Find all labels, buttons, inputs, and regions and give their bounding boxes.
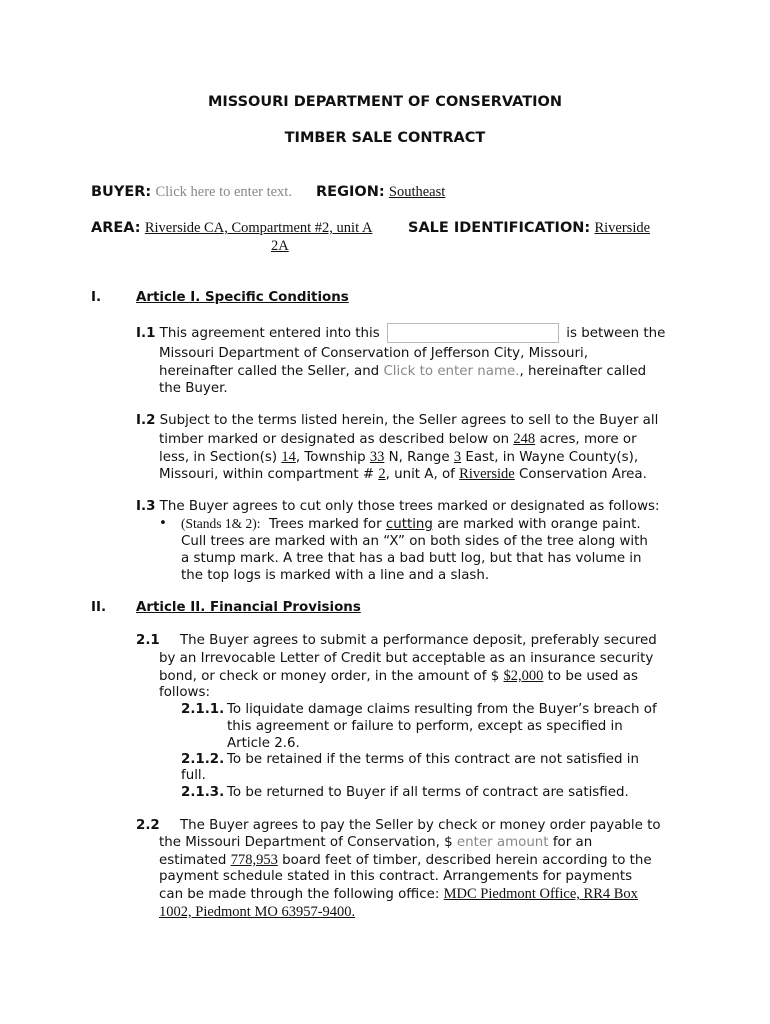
text: hereinafter called the Seller, and (159, 364, 380, 379)
text: Subject to the terms listed herein, the Seller agrees to sell to the Buyer all (159, 413, 659, 428)
range-value: 3 (453, 449, 462, 465)
acres-value: 248 (513, 431, 536, 447)
section-value: 14 (281, 449, 296, 465)
area-row (91, 220, 372, 237)
text: Conservation Area. (519, 467, 647, 482)
compartment-value: 2 (378, 466, 386, 482)
text: The Buyer agrees to submit a performance deposit, preferably secured (180, 633, 657, 648)
document-subtitle: TIMBER SALE CONTRACT (284, 130, 486, 146)
region-label: REGION: (316, 184, 385, 200)
region-value: Southeast (388, 184, 446, 200)
board-feet-value: 778,953 (230, 852, 278, 868)
text: less, in Section(s) (159, 450, 278, 465)
subsection-2-1-3-line1: To be returned to Buyer if all terms of contract are satisfied. (227, 785, 629, 800)
text: are marked with orange paint. (437, 517, 641, 532)
subsection-2-1-2-line2: full. (181, 768, 206, 783)
text: , hereinafter called (519, 364, 647, 379)
section-number: I.2 (136, 413, 156, 428)
section-1-1-line2: Missouri Department of Conservation of Jefferson City, Missouri, (159, 346, 589, 361)
text: Missouri, within compartment # (159, 467, 375, 482)
buyer-name-input[interactable]: Click to enter name. (383, 364, 520, 379)
bullet-line1 (181, 516, 641, 532)
township-value: 33 (369, 449, 385, 465)
text: the Missouri Department of Conservation, $ (159, 835, 453, 850)
subsection-2-1-1-line2: this agreement or failure to perform, except as specified in (227, 719, 623, 734)
text: acres, more or (539, 432, 637, 447)
subsection-2-1-1-number: 2.1.1. (181, 702, 225, 717)
section-2-1-line1 (136, 633, 657, 648)
text: The Buyer agrees to pay the Seller by check or money order payable to (180, 818, 661, 833)
article-1-heading: Article I. Specific Conditions (136, 290, 349, 305)
bullet-line3: a stump mark. A tree that has a bad butt log, but that has volume in (181, 551, 642, 566)
article-1-numeral: I. (91, 290, 102, 305)
payment-amount-input[interactable]: enter amount (456, 835, 549, 850)
buyer-input[interactable]: Click here to enter text. (155, 184, 292, 200)
text: bond, or check or money order, in the amount of $ (159, 669, 500, 684)
subsection-2-1-3-number: 2.1.3. (181, 785, 225, 800)
text: to be used as (547, 669, 638, 684)
section-1-2-line3 (159, 449, 638, 466)
article-2-heading: Article II. Financial Provisions (136, 600, 361, 615)
section-number: I.3 (136, 499, 156, 514)
section-2-2-line5 (159, 886, 638, 903)
section-1-2-line2 (159, 431, 637, 448)
section-2-2-line3 (159, 852, 652, 869)
section-1-2-line1 (136, 413, 658, 428)
section-1-1-line3 (159, 364, 646, 379)
text: for an (552, 835, 593, 850)
section-number: 2.2 (136, 818, 160, 833)
region-row (316, 184, 445, 201)
bullet-line4: the top logs is marked with a line and a slash. (181, 568, 490, 583)
area-label: AREA: (91, 220, 141, 236)
buyer-row (91, 184, 292, 201)
text: , unit A, of (385, 467, 455, 482)
section-number: 2.1 (136, 633, 160, 648)
sale-id-label: SALE IDENTIFICATION: (408, 220, 591, 236)
section-1-1-line4: the Buyer. (159, 381, 228, 396)
article-2-numeral: II. (91, 600, 107, 615)
section-1-1-line1 (136, 323, 665, 343)
section-1-3-line1 (136, 499, 660, 514)
buyer-label: BUYER: (91, 184, 152, 200)
date-input[interactable] (387, 323, 559, 343)
sale-id-row (408, 220, 650, 237)
subsection-2-1-1-line3: Article 2.6. (227, 736, 300, 751)
stands-text: (Stands 1& 2): (181, 516, 261, 531)
section-2-2-line1 (136, 818, 661, 833)
bullet-line2: Cull trees are marked with an “X” on both sides of the tree along with (181, 534, 648, 549)
document-title: MISSOURI DEPARTMENT OF CONSERVATION (207, 94, 563, 110)
text: The Buyer agrees to cut only those trees marked or designated as follows: (159, 499, 660, 514)
subsection-2-1-2-line1: To be retained if the terms of this contract are not satisfied in (227, 752, 640, 767)
area-name-value: Riverside (459, 466, 515, 482)
text: N, Range (388, 450, 450, 465)
text: This agreement entered into this (159, 326, 380, 341)
section-2-2-line2 (159, 835, 592, 850)
section-number: I.1 (136, 326, 156, 341)
deposit-amount: $2,000 (503, 668, 544, 684)
text: Trees marked for (269, 517, 382, 532)
section-2-1-line3 (159, 668, 638, 685)
text: , Township (295, 450, 366, 465)
section-1-2-line4 (159, 466, 647, 483)
subsection-2-1-1-line1: To liquidate damage claims resulting from the Buyer’s breach of (227, 702, 657, 717)
section-2-1-line2: by an Irrevocable Letter of Credit but acceptable as an insurance security (159, 651, 654, 666)
text: estimated (159, 853, 227, 868)
section-2-2-line4: payment schedule stated in this contract. Arrangements for payments (159, 869, 633, 884)
section-2-1-line4: follows: (159, 685, 210, 700)
office-address-line1: MDC Piedmont Office, RR4 Box (443, 886, 638, 902)
text: East, in Wayne County(s), (465, 450, 639, 465)
text: is between the (566, 326, 666, 341)
text: board feet of timber, described herein according to the (282, 853, 652, 868)
text: timber marked or designated as described below on (159, 432, 510, 447)
sale-id-value: Riverside (594, 220, 651, 236)
subsection-2-1-2-number: 2.1.2. (181, 752, 225, 767)
text: can be made through the following office: (159, 887, 440, 902)
bullet-icon: • (159, 516, 167, 531)
area-value: Riverside CA, Compartment #2, unit A (144, 220, 373, 236)
office-address-line2: 1002, Piedmont MO 63957-9400. (159, 904, 356, 920)
area-value-continued: 2A (271, 238, 289, 254)
cutting-text: cutting (385, 517, 433, 532)
